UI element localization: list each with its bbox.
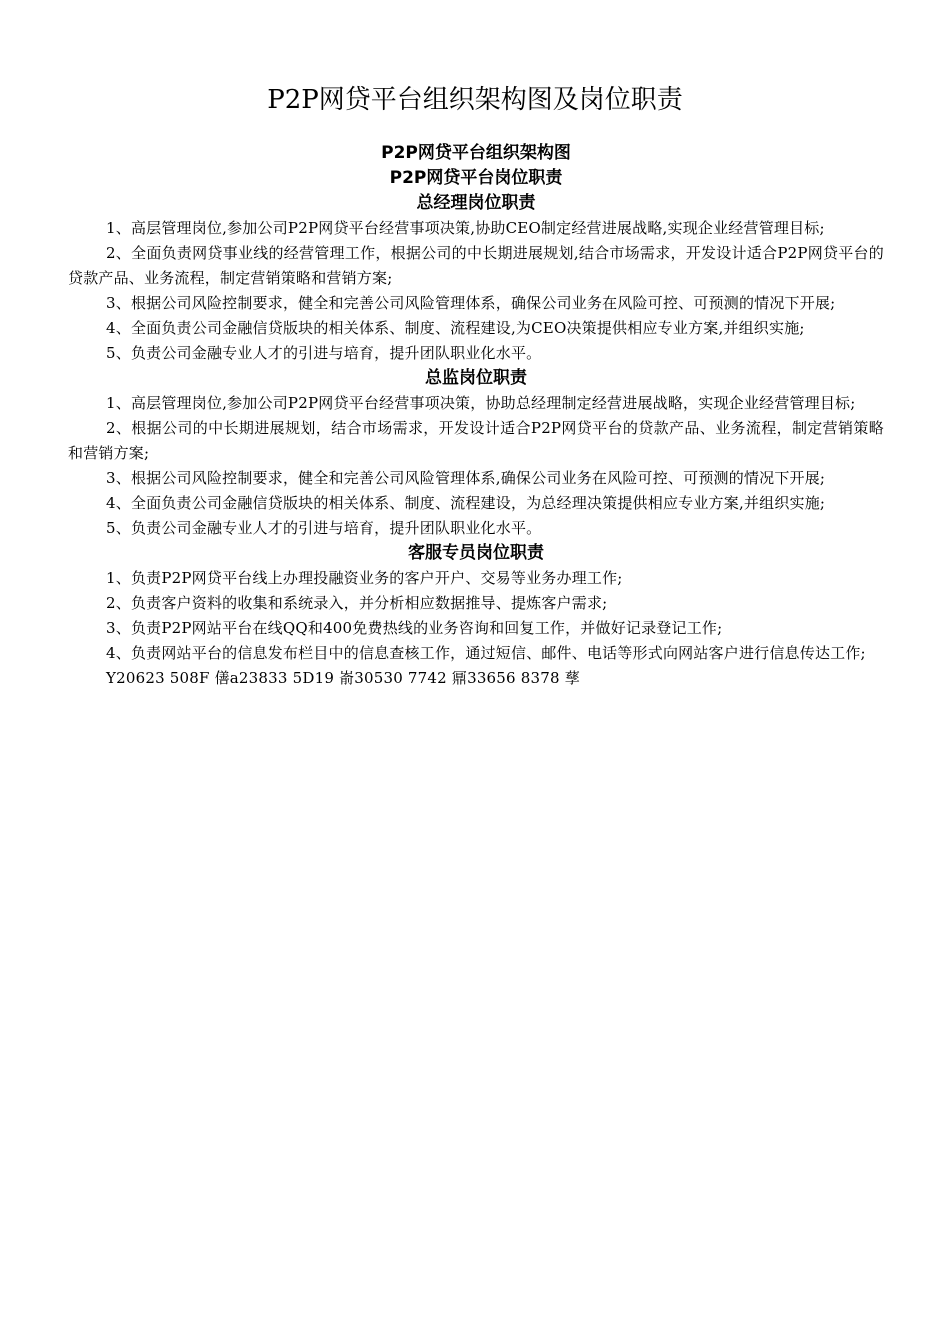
duty-item: 1、高层管理岗位,参加公司P2P网贷平台经营事项决策,协助CEO制定经营进展战略,实现企业经营管理目标; bbox=[106, 219, 825, 237]
duty-item: 3、负责P2P网站平台在线QQ和400免费热线的业务咨询和回复工作，并做好记录登记工作; bbox=[106, 619, 723, 637]
duty-item: 1、高层管理岗位,参加公司P2P网贷平台经营事项决策，协助总经理制定经营进展战略，实现企业经营管理目标; bbox=[106, 394, 856, 412]
duty-item: 3、根据公司风险控制要求，健全和完善公司风险管理体系，确保公司业务在风险可控、可预测的情况下开展; bbox=[106, 294, 836, 312]
duty-item: 4、负责网站平台的信息发布栏目中的信息查核工作，通过短信、邮件、电话等形式向网站客户进行信息传达工作; bbox=[106, 644, 866, 662]
duty-item: 4、全面负责公司金融信贷版块的相关体系、制度、流程建设，为总经理决策提供相应专业方案,并组织实施; bbox=[106, 494, 826, 512]
garbled-code-line: Y20623 508F 僐a23833 5D19 嵛30530 7742 鼏33656 8378 孶 bbox=[106, 669, 580, 687]
duties-heading: P2P网贷平台岗位职责 bbox=[389, 168, 563, 188]
duty-item: 2、负责客户资料的收集和系统录入，并分析相应数据推导、提炼客户需求; bbox=[106, 594, 608, 612]
duty-item: 3、根据公司风险控制要求，健全和完善公司风险管理体系,确保公司业务在风险可控、可预测的情况下开展; bbox=[106, 469, 826, 487]
duty-item: 5、负责公司金融专业人才的引进与培育，提升团队职业化水平。 bbox=[106, 344, 542, 362]
duty-item: 5、负责公司金融专业人才的引进与培育，提升团队职业化水平。 bbox=[106, 519, 542, 537]
org-chart-heading: P2P网贷平台组织架构图 bbox=[381, 143, 571, 163]
document-body bbox=[68, 141, 884, 691]
duty-item: 2、全面负责网贷事业线的经营管理工作，根据公司的中长期进展规划,结合市场需求，开发设计适合P2P网贷平台的贷款产品、业务流程，制定营销策略和营销方案; bbox=[68, 244, 884, 287]
document-title: P2P网贷平台组织架构图及岗位职责 bbox=[267, 85, 683, 115]
duty-item: 2、根据公司的中长期进展规划，结合市场需求，开发设计适合P2P网贷平台的贷款产品、业务流程，制定营销策略和营销方案; bbox=[68, 419, 884, 462]
section-heading-customer-service: 客服专员岗位职责 bbox=[408, 543, 544, 563]
duty-item: 1、负责P2P网贷平台线上办理投融资业务的客户开户、交易等业务办理工作; bbox=[106, 569, 623, 587]
section-heading-director: 总监岗位职责 bbox=[425, 368, 527, 388]
duty-item: 4、全面负责公司金融信贷版块的相关体系、制度、流程建设,为CEO决策提供相应专业方案,并组织实施; bbox=[106, 319, 805, 337]
section-heading-general-manager: 总经理岗位职责 bbox=[416, 193, 536, 213]
